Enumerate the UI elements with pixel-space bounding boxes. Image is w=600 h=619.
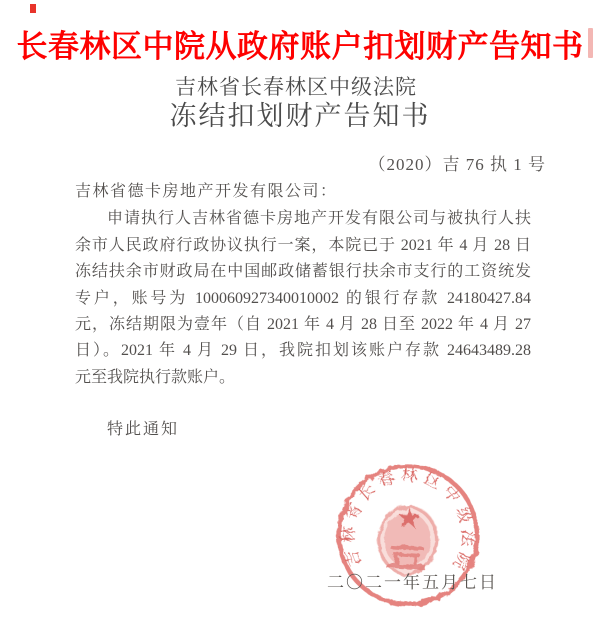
court-name: 吉林省长春林区中级法院 [175, 75, 417, 99]
document-date: 二〇二一年五月七日 [327, 573, 498, 592]
seal-arc-text: 吉林省长春林区中级法院 [338, 465, 478, 578]
body-line: 冻结扶余市财政局在中国邮政储蓄银行扶余市支行的工资统发 [75, 263, 531, 281]
addressee-line: 吉林省德卡房地产开发有限公司： [75, 183, 338, 200]
cropped-red-mark-right [588, 28, 593, 58]
document-body [75, 179, 531, 444]
case-number: （2020）吉 76 执 1 号 [368, 155, 546, 174]
body-line: 日）。2021 年 4 月 29 日，我院扣划该账户存款 24643489.28 [75, 342, 531, 360]
cropped-red-mark-left [30, 4, 36, 13]
closing-line: 特此通知 [107, 421, 180, 439]
body-line: 元至我院执行款账户。 [75, 368, 236, 386]
body-line: 申请执行人吉林省德卡房地产开发有限公司与被执行人扶 [107, 210, 531, 228]
body-line: 余市人民政府行政协议执行一案，本院已于 2021 年 4 月 28 日 [75, 236, 531, 254]
seal-emblem [374, 503, 441, 578]
body-line: 元，冻结期限为壹年（自 2021 年 4 月 28 日至 2022 年 4 月 27 [75, 316, 531, 334]
document-title: 冻结扣划财产告知书 [169, 101, 431, 131]
article-headline: 长春林区中院从政府账户扣划财产告知书 [16, 29, 584, 64]
body-line: 专户，账号为 100060927340010002 的银行存款 24180427.84 [75, 289, 531, 307]
